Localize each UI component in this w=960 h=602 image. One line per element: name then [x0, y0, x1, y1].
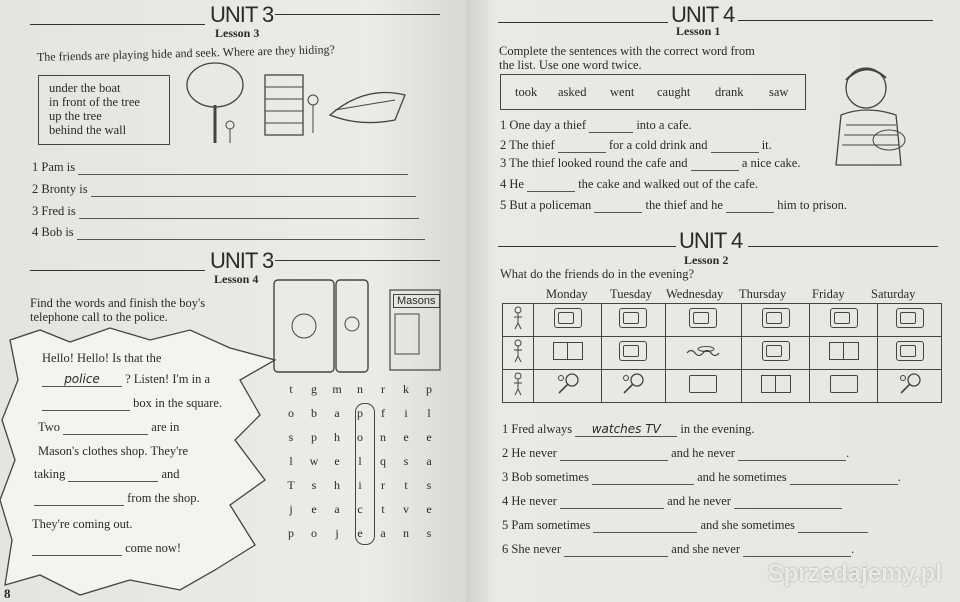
grid-letter: T — [287, 478, 295, 492]
sentence-2a: 2 The thief — [500, 138, 555, 152]
grid-letter: b — [311, 406, 317, 420]
option-4: behind the wall — [49, 123, 127, 137]
grid-letter: e — [403, 430, 409, 444]
tennis-racket-icon — [898, 373, 922, 395]
item-fred: 3 Fred is — [32, 204, 76, 218]
activity-cell — [810, 337, 878, 370]
activity-cell — [534, 337, 602, 370]
unit-title: UNIT 4 — [671, 2, 735, 27]
word-asked: asked — [558, 85, 587, 99]
grid-letter: o — [288, 406, 294, 420]
person-icon — [513, 306, 523, 330]
option-3: up the tree — [49, 109, 102, 123]
table-row — [503, 304, 942, 337]
grid-letter: i — [404, 406, 408, 420]
grid-letter: t — [404, 478, 408, 492]
sentence-2b: for a cold drink and — [608, 138, 708, 152]
word-saw: saw — [769, 85, 789, 99]
activity-cell — [878, 337, 942, 370]
call-line-4b: are in — [151, 420, 180, 434]
day-wednesday: Wednesday — [666, 287, 724, 301]
friend-figure-cell — [503, 304, 534, 337]
sentence-4b: the cake and walked out of the cafe. — [578, 177, 758, 191]
hide-and-seek-illustration — [185, 55, 415, 145]
sentence-5a: 5 But a policeman — [500, 198, 592, 212]
grid-letter: c — [357, 502, 363, 516]
word-went: went — [610, 85, 635, 99]
sentence-3b: a nice cake. — [741, 156, 801, 170]
lesson-label: Lesson 4 — [214, 272, 259, 286]
table-row — [503, 337, 942, 370]
unit-title: UNIT 4 — [679, 228, 743, 253]
grid-letter: k — [403, 382, 409, 396]
day-thursday: Thursday — [739, 287, 787, 301]
activity-cell — [742, 337, 810, 370]
grid-letter: s — [426, 526, 432, 540]
lesson-label: Lesson 1 — [676, 24, 721, 38]
page-number: 8 — [4, 586, 11, 601]
grid-letter: s — [288, 430, 294, 444]
masons-sign: Masons — [393, 294, 440, 308]
tv-icon — [689, 308, 717, 328]
person-icon — [513, 339, 523, 363]
grid-letter: a — [334, 406, 340, 420]
grid-letter: l — [358, 454, 362, 468]
day-monday: Monday — [546, 287, 588, 301]
instruction-line-2: telephone call to the police. — [30, 310, 168, 324]
call-line-1: Hello! Hello! Is that the — [42, 351, 162, 365]
sentence-5b: the thief and he — [645, 198, 723, 212]
activity-cell — [878, 370, 942, 403]
q4a: 4 He never — [502, 494, 557, 508]
left-page — [0, 0, 466, 602]
grid-letter: h — [334, 478, 340, 492]
grid-letter: s — [403, 454, 409, 468]
q3b: and he sometimes — [697, 470, 787, 484]
person-icon — [513, 372, 523, 396]
grid-letter: f — [381, 406, 385, 420]
tv-icon — [896, 341, 924, 361]
found-word-circle — [355, 403, 375, 545]
grid-letter: a — [334, 502, 340, 516]
call-line-9: come now! — [125, 541, 182, 555]
instruction-line-2: the list. Use one word twice. — [499, 58, 642, 72]
grid-letter: o — [311, 526, 317, 540]
q5a: 5 Pam sometimes — [502, 518, 591, 532]
sentence-1a: 1 One day a thief — [500, 118, 587, 132]
tv-icon — [762, 341, 790, 361]
grid-letter: s — [426, 478, 432, 492]
call-line-2: ? Listen! I'm in a — [125, 372, 210, 386]
sentence-3a: 3 The thief looked round the cafe and — [500, 156, 688, 170]
grid-letter: m — [332, 382, 342, 396]
grid-letter: h — [334, 430, 340, 444]
friend-figure-cell — [503, 370, 534, 403]
word-took: took — [515, 85, 538, 99]
tv-icon — [619, 341, 647, 361]
call-line-5: Mason's clothes shop. They're — [38, 444, 189, 458]
call-line-8: They're coming out. — [32, 517, 133, 531]
radio-icon — [830, 375, 858, 393]
q3a: 3 Bob sometimes — [502, 470, 589, 484]
activity-cell — [602, 370, 666, 403]
tennis-racket-icon — [556, 373, 580, 395]
grid-letter: a — [426, 454, 432, 468]
thief-illustration — [811, 60, 921, 170]
q4b: and he never — [667, 494, 731, 508]
grid-letter: j — [335, 526, 339, 540]
grid-letter: q — [380, 454, 386, 468]
call-line-4a: Two — [38, 420, 61, 434]
answer-watches-tv: watches TV — [575, 422, 677, 437]
grid-letter: v — [403, 502, 409, 516]
friend-figure-cell — [503, 337, 534, 370]
options-box — [38, 75, 170, 145]
radio-icon — [689, 375, 717, 393]
q1b: in the evening. — [680, 422, 755, 436]
grid-letter: r — [381, 478, 385, 492]
sentence-5c: him to prison. — [777, 198, 847, 212]
unit-title: UNIT 3 — [210, 2, 274, 27]
q2a: 2 He never — [502, 446, 557, 460]
activity-cell — [810, 304, 878, 337]
grid-letter: l — [289, 454, 293, 468]
sentence-4a: 4 He — [500, 177, 524, 191]
swimming-icon — [686, 345, 720, 357]
call-line-3: box in the square. — [133, 396, 222, 410]
lesson-label: Lesson 3 — [215, 26, 260, 40]
lesson-label: Lesson 2 — [684, 253, 729, 267]
grid-letter: w — [309, 454, 319, 468]
grid-letter: e — [426, 502, 432, 516]
grid-letter: e — [334, 454, 340, 468]
grid-letter: t — [289, 382, 293, 396]
tv-icon — [830, 308, 858, 328]
grid-letter: s — [311, 478, 317, 492]
unit-title: UNIT 3 — [210, 248, 274, 273]
book-icon — [829, 342, 859, 360]
tv-icon — [762, 308, 790, 328]
grid-letter: a — [380, 526, 386, 540]
grid-letter: p — [288, 526, 294, 540]
sentence-2c: it. — [761, 138, 772, 152]
grid-letter: n — [357, 382, 363, 396]
q6b: and she never — [671, 542, 740, 556]
book-icon — [761, 375, 791, 393]
word-drank: drank — [715, 85, 744, 99]
q2b: and he never — [671, 446, 735, 460]
grid-letter: l — [427, 406, 431, 420]
activity-cell — [534, 370, 602, 403]
answer-police: police — [42, 372, 122, 387]
item-pam: 1 Pam is — [32, 160, 76, 174]
activity-cell — [665, 337, 742, 370]
instruction: The friends are playing hide and seek. Where are they hiding? — [36, 42, 336, 64]
item-bronty: 2 Bronty is — [32, 182, 88, 196]
q6a: 6 She never — [502, 542, 562, 556]
day-friday: Friday — [812, 287, 845, 301]
grid-letter: i — [358, 478, 362, 492]
activity-cell — [534, 304, 602, 337]
tv-icon — [896, 308, 924, 328]
phone-box-illustration — [270, 276, 445, 376]
call-line-7: from the shop. — [127, 491, 200, 505]
tv-icon — [619, 308, 647, 328]
grid-letter: t — [381, 502, 385, 516]
grid-letter: p — [357, 406, 363, 420]
activity-cell — [602, 304, 666, 337]
grid-letter: n — [380, 430, 386, 444]
day-saturday: Saturday — [871, 287, 916, 301]
grid-letter: r — [381, 382, 385, 396]
grid-letter: p — [311, 430, 317, 444]
activity-cell — [878, 304, 942, 337]
right-page: UNIT 4 Lesson 1 Complete the sentences with the correct word from the list. Use one word twice. took asked went caught drank saw 1 One day a thief into a cafe. 2 The thief for a cold drink and it. 3 The thief looked round the cafe and a nice cake. 4 He the cake and walked out of the cafe. 5 But a policeman the thief and he him to prison. UNIT 4 Lesson 2 What do the friends do in the evening? Monday Tuesday Wednesday Thursday Friday Saturday 1 Fred always watches TV in the evening. 2 He never and he never . 3 Bob sometimes and he sometimes . 4 He never and he never 5 Pam sometimes and she sometimes 6 She never and she never . — [466, 0, 960, 602]
grid-letter: n — [403, 526, 409, 540]
activity-table — [502, 303, 942, 403]
call-line-6a: taking — [34, 467, 66, 481]
q1a: 1 Fred always — [502, 422, 573, 436]
tv-icon — [554, 308, 582, 328]
grid-letter: p — [426, 382, 432, 396]
activity-cell — [810, 370, 878, 403]
instruction-line-1: Find the words and finish the boy's — [30, 296, 206, 310]
activity-cell — [742, 370, 810, 403]
grid-letter: g — [311, 382, 317, 396]
watermark-logo: Sprzedajemy.pl — [767, 560, 942, 587]
sentence-1b: into a cafe. — [636, 118, 692, 132]
grid-letter: e — [357, 526, 363, 540]
grid-letter: j — [289, 502, 293, 516]
activity-cell — [665, 370, 742, 403]
table-row — [503, 370, 942, 403]
activity-cell — [742, 304, 810, 337]
book-icon — [553, 342, 583, 360]
option-1: under the boat — [49, 81, 121, 95]
word-list-box — [500, 74, 806, 110]
activity-cell — [665, 304, 742, 337]
grid-letter: e — [426, 430, 432, 444]
instruction-line-1: Complete the sentences with the correct word from — [499, 44, 755, 58]
grid-letter: o — [357, 430, 363, 444]
item-bob: 4 Bob is — [32, 225, 74, 239]
day-tuesday: Tuesday — [610, 287, 652, 301]
activity-cell — [602, 337, 666, 370]
grid-letter: e — [311, 502, 317, 516]
q5b: and she sometimes — [700, 518, 795, 532]
call-line-6b: and — [161, 467, 180, 481]
option-2: in front of the tree — [49, 95, 140, 109]
word-caught: caught — [657, 85, 691, 99]
question: What do the friends do in the evening? — [500, 267, 695, 281]
tennis-racket-icon — [621, 373, 645, 395]
